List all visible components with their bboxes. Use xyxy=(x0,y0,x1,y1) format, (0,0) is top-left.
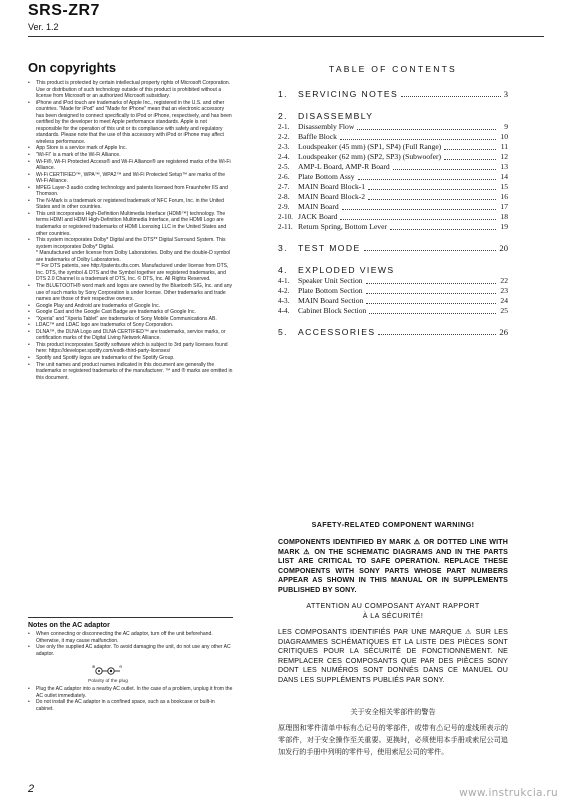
toc-entry-page: 13 xyxy=(500,162,508,171)
toc-leader xyxy=(364,242,497,251)
copyright-item: • LDAC™ and LDAC logo are trademarks of Sony Corporation. xyxy=(28,322,233,329)
toc-entry-label: MAIN Board xyxy=(298,202,339,211)
toc-leader xyxy=(401,88,501,97)
toc-section-label: EXPLODED VIEWS xyxy=(298,265,395,275)
toc-entry-page: 19 xyxy=(500,222,508,231)
toc-entry-label: Baffle Block xyxy=(298,132,337,141)
toc-leader xyxy=(368,192,496,200)
toc-entry-label: Return Spring, Bottom Lever xyxy=(298,222,388,231)
copyright-item: • Google Cast and the Google Cast Badge are trademarks of Google Inc. xyxy=(28,309,233,316)
toc-gap xyxy=(278,316,508,326)
toc-entry-number: 2-1. xyxy=(278,123,290,131)
copyright-item: * Manufactured under license from Dolby Laboratories. Dolby and the double-D symbol are trademarks of Dolby Laboratories. xyxy=(36,250,231,263)
copyright-item: • This product is protected by certain intellectual property rights of Microsoft Corporation. Use or distribution of such technology outside of this product is prohibited without a license from Microsoft or an authorized Microsoft subsidiary. xyxy=(28,80,233,100)
version-label: Ver. 1.2 xyxy=(28,22,59,32)
toc-entry-number: 2-5. xyxy=(278,163,290,171)
toc-entry-label: JACK Board xyxy=(298,212,338,221)
toc-entry-number: 2-3. xyxy=(278,143,290,151)
toc-leader xyxy=(390,222,496,230)
page-number: 2 xyxy=(28,783,35,795)
adaptor-notes xyxy=(28,617,233,712)
toc-leader xyxy=(358,172,496,180)
toc-section-page: 3 xyxy=(503,89,508,99)
toc-entry-label: Disassembly Flow xyxy=(298,122,355,131)
copyright-item: • This system incorporates Dolby* Digital and the DTS** Digital Surround System. This system incorporates Dolby* Digital. xyxy=(28,237,233,250)
toc-section-number: 5. xyxy=(278,327,288,337)
toc-entry-number: 2-11. xyxy=(278,223,293,231)
toc-entry[interactable] xyxy=(278,306,508,316)
copyright-item: • MPEG Layer-3 audio coding technology and patents licensed from Fraunhofer IIS and Thomson. xyxy=(28,185,233,198)
toc-entry-page: 24 xyxy=(500,296,508,305)
copyright-item: • Wi-Fi®, Wi-Fi Protected Access® and Wi-Fi Alliance® are registered marks of the Wi-Fi Alliance. xyxy=(28,159,233,172)
warning-fr-title-line2: À LA SÉCURITÉ! xyxy=(362,612,424,620)
copyright-item: • This product incorporates Spotify software which is subject to 3rd party licenses found here: https://developer.spotify.com/esdk-third-party-licenses/ xyxy=(28,342,233,355)
copyrights-section xyxy=(28,60,233,381)
toc-entry[interactable] xyxy=(278,162,508,172)
toc-entry-page: 25 xyxy=(500,306,508,315)
toc-entry[interactable] xyxy=(278,152,508,162)
toc-entry-page: 23 xyxy=(500,286,508,295)
toc-entry-number: 2-7. xyxy=(278,183,290,191)
toc-entry-page: 18 xyxy=(500,212,508,221)
toc-entry-page: 10 xyxy=(500,132,508,141)
toc-gap xyxy=(278,100,508,110)
toc-entry[interactable] xyxy=(278,202,508,212)
toc-entry-page: 17 xyxy=(500,202,508,211)
watermark: www.instrukcia.ru xyxy=(459,787,558,799)
toc-section-number: 3. xyxy=(278,243,288,253)
toc-entry-number: 4-2. xyxy=(278,287,290,295)
toc-entry-label: Loudspeaker (62 mm) (SP2, SP3) (Subwoofer) xyxy=(298,152,441,161)
toc-entry-number: 2-9. xyxy=(278,203,290,211)
header-divider xyxy=(28,36,544,37)
toc-leader xyxy=(368,182,496,190)
copyright-item: • App Store is a service mark of Apple Inc. xyxy=(28,145,233,152)
polarity-diagram xyxy=(73,663,143,684)
adaptor-note-item: • Do not install the AC adaptor in a confined space, such as a bookcase or built-in cabinet. xyxy=(28,699,233,712)
warning-en-title: SAFETY-RELATED COMPONENT WARNING! xyxy=(311,521,475,529)
toc-entry-label: MAIN Board Block-2 xyxy=(298,192,366,201)
toc-body xyxy=(278,88,508,338)
toc-leader xyxy=(444,152,496,160)
toc-entry[interactable] xyxy=(278,276,508,286)
toc-leader xyxy=(378,326,496,335)
toc-entry-number: 4-4. xyxy=(278,307,290,315)
svg-text:⊕: ⊕ xyxy=(92,664,96,670)
adaptor-note-item: • When connecting or disconnecting the AC adaptor, turn off the unit beforehand. Otherwise, it may cause malfunction. xyxy=(28,631,233,644)
warning-fr-title-line1: ATTENTION AU COMPOSANT AYANT RAPPORT xyxy=(306,602,480,610)
table-of-contents xyxy=(278,64,508,338)
plug-polarity-icon xyxy=(91,663,125,679)
toc-section-heading[interactable] xyxy=(278,264,508,276)
toc-entry-number: 2-4. xyxy=(278,153,290,161)
copyright-item: • Google Play and Android are trademarks of Google Inc. xyxy=(28,303,233,310)
copyright-item: • iPhone and iPod touch are trademarks of Apple Inc., registered in the U.S. and other countries. "Made for iPod" and "Made for iPhone" mean that an electronic accessory has been designed to connect specifically to iPod or iPhone, respectively, and has been certified by the developer to meet Apple performance standards. Apple is not responsible for the operation of this unit or its compliance with safety and regulatory standards. Please note that the use of this accessory with iPod or iPhone may affect wireless performance. xyxy=(28,100,233,146)
toc-entry[interactable] xyxy=(278,212,508,222)
toc-entry-page: 9 xyxy=(504,122,508,131)
svg-text:⊖: ⊖ xyxy=(119,664,123,670)
toc-gap xyxy=(278,254,508,264)
warning-zh-body: 原理图和零件清单中标有⚠记号的零部件，或带有⚠记号的虚线所表示的零部件，对于安全操作至关重要。更换时，必须使用本手册或索尼公司追加发行的手册中列明的零件号，使用索尼公司的零件。 xyxy=(278,724,508,757)
toc-entry-page: 11 xyxy=(500,142,508,151)
toc-leader xyxy=(357,122,496,130)
toc-entry-label: AMP-L Board, AMP-R Board xyxy=(298,162,390,171)
copyright-item: • Spotify and Spotify logos are trademarks of the Spotify Group. xyxy=(28,355,233,362)
toc-section-number: 2. xyxy=(278,111,288,121)
toc-entry[interactable] xyxy=(278,132,508,142)
warning-zh-title: 关于安全相关零部件的警告 xyxy=(350,708,436,716)
toc-entry-number: 4-1. xyxy=(278,277,290,285)
toc-leader xyxy=(342,202,496,210)
toc-section-label: SERVICING NOTES xyxy=(298,89,399,99)
copyrights-title: On copyrights xyxy=(28,60,117,75)
toc-entry-page: 12 xyxy=(500,152,508,161)
copyright-item: ** For DTS patents, see http://patents.dts.com. Manufactured under license from DTS, Inc. DTS, the symbol & DTS and the Symbol together are registered trademarks, and DTS 2.0 Channel is a trademark of DTS, Inc. © DTS, Inc. All Rights Reserved. xyxy=(36,263,229,283)
toc-entry-page: 16 xyxy=(500,192,508,201)
copyright-item: • Wi-Fi CERTIFIED™, WPA™, WPA2™ and Wi-Fi Protected Setup™ are marks of the Wi-Fi Alliance. xyxy=(28,172,233,185)
toc-title: TABLE OF CONTENTS xyxy=(329,64,457,74)
copyright-item: • "Wi-Fi" is a mark of the Wi-Fi Alliance. xyxy=(28,152,233,159)
toc-entry[interactable] xyxy=(278,296,508,306)
adaptor-list-after xyxy=(28,686,233,712)
toc-section-number: 1. xyxy=(278,89,288,99)
toc-section-label: DISASSEMBLY xyxy=(298,111,374,121)
toc-leader xyxy=(340,132,496,140)
toc-section-heading[interactable] xyxy=(278,88,508,100)
toc-entry-label: Plate Bottom Assy xyxy=(298,172,355,181)
toc-leader xyxy=(444,142,496,150)
warning-fr-body: LES COMPOSANTS IDENTIFIÉS PAR UNE MARQUE ⚠ SUR LES DIAGRAMMES SCHÉMATIQUES ET LA LISTE DES PIÈCES SONT CRITIQUES POUR LA SÉCURITÉ DE FONCTIONNEMENT. NE REMPLACER CES COMPOSANTS QUE PAR DES PIÈCES SONY DONT LES NUMÉROS SONT DONNÉS DANS CE MANUEL OU DANS LES SUPPLÉMENTS PUBLIÉS PAR SONY. xyxy=(278,628,508,684)
toc-section-label: TEST MODE xyxy=(298,243,361,253)
toc-entry-label: MAIN Board Block-1 xyxy=(298,182,366,191)
toc-leader xyxy=(393,162,496,170)
warning-en-body: COMPONENTS IDENTIFIED BY MARK ⚠ OR DOTTED LINE WITH MARK ⚠ ON THE SCHEMATIC DIAGRAMS AND IN THE PARTS LIST ARE CRITICAL TO SAFE OPERATION. REPLACE THESE COMPONENTS WITH SONY PARTS WHOSE PART NUMBERS APPEAR AS SHOWN IN THIS MANUAL OR IN SUPPLEMENTS PUBLISHED BY SONY. xyxy=(278,538,508,594)
toc-section-number: 4. xyxy=(278,265,288,275)
model-name: SRS-ZR7 xyxy=(28,2,100,19)
toc-entry[interactable] xyxy=(278,122,508,132)
toc-entry-number: 4-3. xyxy=(278,297,290,305)
toc-leader xyxy=(366,286,496,294)
toc-leader xyxy=(366,296,496,304)
toc-entry[interactable] xyxy=(278,182,508,192)
toc-entry-page: 22 xyxy=(500,276,508,285)
copyright-item: • The N-Mark is a trademark or registered trademark of NFC Forum, Inc. in the United States and in other countries. xyxy=(28,198,233,211)
toc-entry-label: Cabinet Block Section xyxy=(298,306,367,315)
toc-entry-label: Speaker Unit Section xyxy=(298,276,363,285)
toc-entry[interactable] xyxy=(278,172,508,182)
toc-entry[interactable] xyxy=(278,192,508,202)
adaptor-title: Notes on the AC adaptor xyxy=(28,622,110,629)
toc-section-page: 20 xyxy=(499,243,508,253)
polarity-caption: Polarity of the plug xyxy=(88,679,128,685)
toc-entry[interactable] xyxy=(278,222,508,232)
toc-section-page: 26 xyxy=(499,327,508,337)
toc-entry-number: 2-6. xyxy=(278,173,290,181)
copyright-item: • This unit incorporates High-Definition Multimedia Interface (HDMI™) technology. The terms HDMI and HDMI High-Definition Multimedia Interface, and the HDMI Logo are trademarks or registered trademarks of HDMI Licensing LLC in the United States and other countries. xyxy=(28,211,233,237)
copyright-item: • "Xperia" and "Xperia Tablet" are trademarks of Sony Mobile Communications AB. xyxy=(28,316,233,323)
warning-fr-title xyxy=(278,601,508,621)
toc-entry-page: 15 xyxy=(500,182,508,191)
copyrights-list xyxy=(28,80,233,381)
toc-entry-number: 2-10. xyxy=(278,213,293,221)
adaptor-divider xyxy=(28,617,233,618)
toc-entry[interactable] xyxy=(278,142,508,152)
adaptor-list-before xyxy=(28,631,233,657)
toc-leader xyxy=(340,212,496,220)
toc-section-label: ACCESSORIES xyxy=(298,327,376,337)
toc-entry-label: MAIN Board Section xyxy=(298,296,364,305)
toc-leader xyxy=(369,306,496,314)
toc-section-heading[interactable] xyxy=(278,242,508,254)
copyright-item: • DLNA™, the DLNA Logo and DLNA CERTIFIED™ are trademarks, service marks, or certification marks of the Digital Living Network Alliance. xyxy=(28,329,233,342)
adaptor-note-item: • Plug the AC adaptor into a nearby AC outlet. In the case of a problem, unplug it from the AC outlet immediately. xyxy=(28,686,233,699)
toc-entry-number: 2-2. xyxy=(278,133,290,141)
copyright-item: • The unit names and product names indicated in this document are generally the trademarks or registered trademarks of the manufacturer. ™ and ® marks are omitted in this document. xyxy=(28,362,233,382)
copyright-item: • The BLUETOOTH® word mark and logos are owned by the Bluetooth SIG, Inc. and any use of such marks by Sony Corporation is under license. Other trademarks and trade names are those of their respective owners. xyxy=(28,283,233,303)
toc-entry[interactable] xyxy=(278,286,508,296)
adaptor-note-item: • Use only the supplied AC adaptor. To avoid damaging the unit, do not use any other AC adaptor. xyxy=(28,644,233,657)
toc-entry-label: Loudspeaker (45 mm) (SP1, SP4) (Full Range) xyxy=(298,142,442,151)
toc-entry-label: Plate Bottom Section xyxy=(298,286,363,295)
toc-section-heading[interactable] xyxy=(278,110,508,122)
toc-entry-page: 14 xyxy=(500,172,508,181)
toc-gap xyxy=(278,232,508,242)
toc-entry-number: 2-8. xyxy=(278,193,290,201)
toc-section-heading[interactable] xyxy=(278,326,508,338)
toc-leader xyxy=(366,276,496,284)
